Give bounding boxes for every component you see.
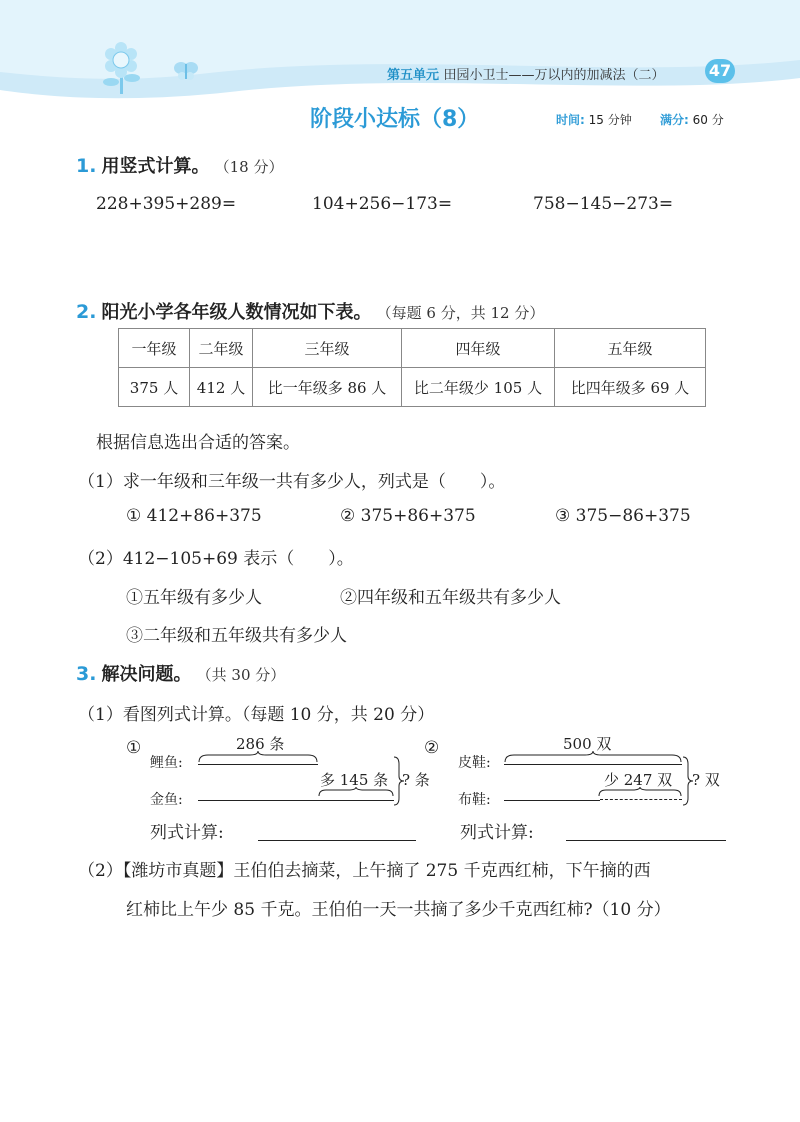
row2-label: 金鱼: (150, 792, 183, 808)
q3-sub2-text: 王伯伯去摘菜，上午摘了 275 千克西红柿，下午摘的西 (233, 861, 651, 881)
question-text: 解决问题。 (101, 664, 192, 685)
calc-item: 758−145−273= (533, 194, 674, 214)
diff-label: 少 247 双 (604, 771, 673, 789)
question-number: 3. (76, 663, 97, 685)
q2-sub1-stem: （1）求一年级和三年级一共有多少人，列式是（ ）。 (78, 472, 506, 492)
q2-intro: 根据信息选出合适的答案。 (96, 433, 300, 453)
option: ③二年级和五年级共有多少人 (126, 626, 347, 646)
answer-blank[interactable] (566, 840, 726, 841)
option: ②四年级和五年级共有多少人 (340, 588, 561, 608)
q3-sub2-line2: 红柿比上午少 85 千克。王伯伯一天一共摘了多少千克西红柿?（10 分） (126, 900, 671, 920)
unit-heading (387, 64, 665, 83)
row1-line (198, 764, 318, 765)
table-cell: 比二年级少 105 人 (402, 368, 555, 407)
diff-brace (598, 786, 682, 798)
table-cell: 比四年级多 69 人 (555, 368, 706, 407)
q3-sub2-line1 (78, 856, 651, 881)
top-brace (504, 750, 682, 764)
q3-sub2-tag: （2）【潍坊市真题】 (78, 861, 234, 881)
row2-line (198, 800, 394, 801)
unit-title: 田园小卫士——万以内的加减法（二） (443, 68, 665, 83)
question-score: （每题 6 分，共 12 分） (376, 304, 545, 322)
table-cell: 412 人 (190, 368, 253, 407)
question-text: 用竖式计算。 (101, 156, 210, 177)
row2-label: 布鞋: (458, 792, 491, 808)
question-score: （18 分） (214, 158, 284, 176)
calc-item: 104+256−173= (312, 194, 453, 214)
option: ③ 375−86+375 (555, 506, 691, 526)
table-header-cell: 四年级 (402, 329, 555, 368)
score-info (660, 111, 724, 128)
row1-line (504, 764, 682, 765)
diagram-question: ? 条 (402, 771, 430, 789)
diff-label: 多 145 条 (320, 771, 389, 789)
butterfly-icon (172, 60, 200, 82)
table-header-cell: 三年级 (253, 329, 402, 368)
row1-label: 皮鞋: (458, 755, 491, 771)
table-header-cell: 二年级 (190, 329, 253, 368)
time-value: 15 分钟 (588, 113, 632, 127)
q2-sub2-stem: （2）412−105+69 表示（ ）。 (78, 549, 354, 569)
diagram-question: ? 双 (692, 771, 720, 789)
score-label: 满分: (660, 113, 689, 127)
page-number: 47 (705, 59, 735, 83)
diagram-marker: ① (126, 738, 142, 758)
option: ① 412+86+375 (126, 506, 262, 526)
diagram-top-label: 286 条 (236, 735, 285, 753)
table-cell: 比一年级多 86 人 (253, 368, 402, 407)
row2-line (504, 800, 600, 801)
diagram-top-label: 500 双 (563, 735, 612, 753)
formula-label: 列式计算: (150, 823, 224, 843)
time-info (556, 111, 632, 128)
question-3-heading (76, 660, 285, 686)
question-number: 2. (76, 301, 97, 323)
diagram-marker: ② (424, 738, 440, 758)
diff-brace (318, 786, 394, 798)
sunflower-icon (96, 38, 148, 96)
question-number: 1. (76, 155, 97, 177)
row1-label: 鲤鱼: (150, 755, 183, 771)
unit-label: 第五单元 (387, 68, 440, 83)
answer-blank[interactable] (258, 840, 416, 841)
formula-label: 列式计算: (460, 823, 534, 843)
option: ② 375+86+375 (340, 506, 476, 526)
table-cell: 375 人 (119, 368, 190, 407)
question-2-heading (76, 298, 544, 324)
question-text: 阳光小学各年级人数情况如下表。 (101, 302, 372, 323)
question-1-heading (76, 152, 284, 178)
score-value: 60 分 (692, 113, 724, 127)
table-header-cell: 五年级 (555, 329, 706, 368)
grade-table (118, 328, 706, 407)
page-title: 阶段小达标（8） (310, 107, 480, 132)
table-header-cell: 一年级 (119, 329, 190, 368)
table-header-row (119, 329, 706, 368)
time-label: 时间: (556, 113, 585, 127)
top-brace (198, 750, 318, 764)
calc-item: 228+395+289= (96, 194, 237, 214)
dashed-segment (600, 799, 682, 800)
q3-sub1-stem: （1）看图列式计算。（每题 10 分，共 20 分） (78, 705, 435, 725)
table-row (119, 368, 706, 407)
option: ①五年级有多少人 (126, 588, 262, 608)
question-score: （共 30 分） (196, 666, 286, 684)
